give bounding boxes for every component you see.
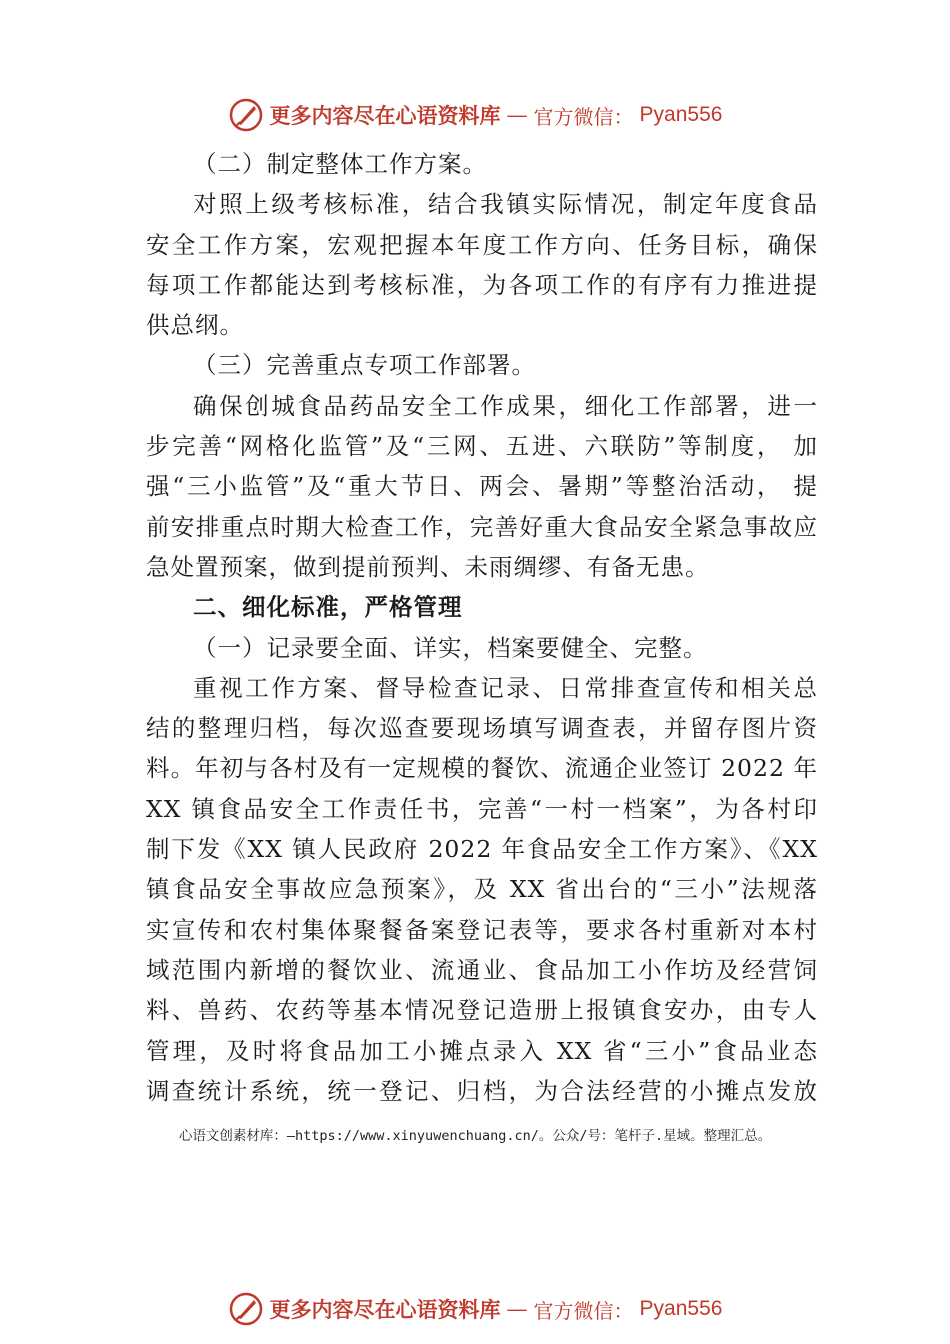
paragraph-line: XX 镇食品安全工作责任书，完善“一村一档案”，为各村印: [146, 794, 818, 823]
paragraph-line: 对照上级考核标准，结合我镇实际情况，制定年度食品: [193, 190, 818, 219]
paragraph-line: 确保创城食品药品安全工作成果，细化工作部署，进一: [193, 391, 818, 420]
paragraph-line: 管理，及时将食品加工小摊点录入 XX 省“三小”食品业态: [146, 1036, 818, 1065]
banner-wechat-id: Pyan556: [639, 103, 723, 126]
banner-text: 更多内容尽在心语资料库: [269, 1297, 501, 1322]
document-body: [146, 144, 818, 1111]
paragraph-line: 急处置预案，做到提前预判、未雨绸缪、有备无患。: [146, 552, 710, 581]
banner-wechat-id: Pyan556: [639, 1297, 723, 1320]
banner-separator: —: [506, 1297, 528, 1321]
paragraph-line: 每项工作都能达到考核标准，为各项工作的有序有力推进提: [146, 270, 818, 299]
feather-pen-logo-icon: [228, 97, 264, 133]
paragraph-line: 前安排重点时期大检查工作，完善好重大食品安全紧急事故应: [146, 512, 818, 541]
section-subheading: （二）制定整体工作方案。: [193, 150, 487, 178]
banner-wechat-label: 官方微信：: [533, 104, 634, 129]
paragraph-line: 料。年初与各村及有一定规模的餐饮、流通企业签订 2022 年: [146, 754, 818, 783]
paragraph-line: 安全工作方案，宏观把握本年度工作方向、任务目标，确保: [146, 230, 818, 259]
paragraph-line: 结的整理归档，每次巡查要现场填写调查表，并留存图片资: [146, 714, 818, 743]
paragraph-line: 镇食品安全事故应急预案》，及 XX 省出台的“三小”法规落: [146, 875, 818, 904]
paragraph-line: 制下发《XX 镇人民政府 2022 年食品安全工作方案》、《XX: [146, 835, 818, 864]
paragraph-line: 重视工作方案、督导检查记录、日常排查宣传和相关总: [193, 673, 818, 702]
banner-text: 更多内容尽在心语资料库: [269, 103, 501, 128]
paragraph-line: 强“三小监管”及“重大节日、两会、暑期”等整治活动， 提: [146, 472, 818, 501]
banner-separator: —: [506, 103, 528, 127]
paragraph-line: 供总纲。: [146, 311, 244, 340]
paragraph-line: 实宣传和农村集体聚餐备案登记表等，要求各村重新对本村: [146, 915, 818, 944]
section-subheading: （三）完善重点专项工作部署。: [193, 351, 536, 380]
feather-pen-logo-icon: [228, 1291, 264, 1327]
paragraph-line: 步完善“网格化监管”及“三网、五进、六联防”等制度， 加: [146, 432, 818, 461]
paragraph-line: 料、兽药、农药等基本情况登记造册上报镇食安办，由专人: [146, 996, 818, 1025]
banner-wechat-label: 官方微信：: [533, 1298, 634, 1323]
footer-note: 心语文创素材库：—https://www.xinyuwenchuang.cn/。公众/号：笔杆子.星域。整理汇总。: [178, 1128, 772, 1144]
bottom-banner: [0, 1288, 950, 1330]
top-banner: [0, 94, 950, 136]
section-subheading: （一）记录要全面、详实，档案要健全、完整。: [193, 633, 708, 662]
paragraph-line: 调查统计系统，统一登记、归档，为合法经营的小摊点发放: [146, 1076, 818, 1105]
paragraph-line: 域范围内新增的餐饮业、流通业、食品加工小作坊及经营饲: [146, 955, 818, 984]
section-heading: 二、细化标准，严格管理: [193, 593, 463, 622]
